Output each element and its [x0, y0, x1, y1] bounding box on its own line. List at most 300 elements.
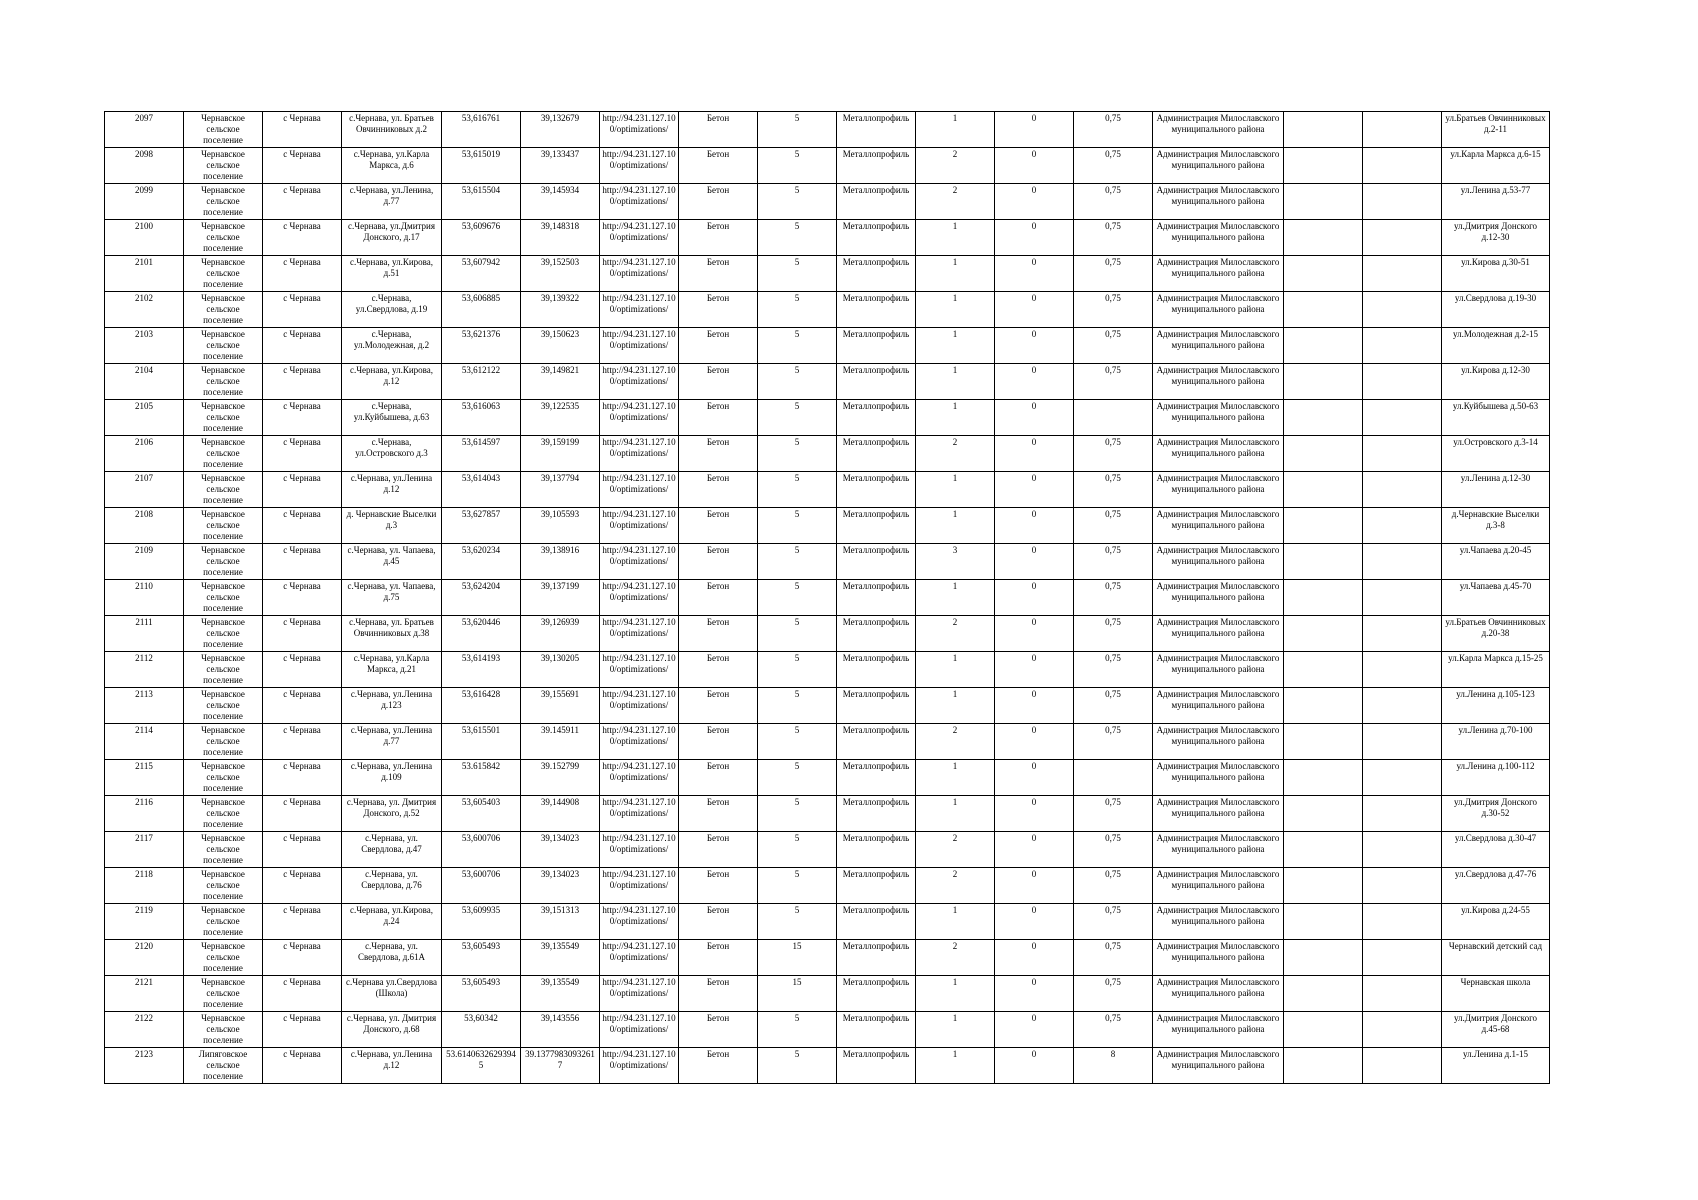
zero-count-cell: 0 — [995, 832, 1074, 868]
empty-cell — [1284, 760, 1363, 796]
village-cell: с Чернава — [263, 760, 342, 796]
address-cell: с.Чернава, ул. Свердлова, д.61А — [342, 940, 442, 976]
latitude-cell: 53.615842 — [442, 760, 521, 796]
address-cell: с.Чернава, ул.Ленина д.12 — [342, 1048, 442, 1084]
container-count-cell: 1 — [916, 688, 995, 724]
settlement-cell: Чернавское сельское поселение — [184, 184, 263, 220]
empty-cell — [1363, 796, 1442, 832]
link-cell: http://94.231.127.10 0/optimizations/ — [600, 1012, 679, 1048]
container-count-cell: 1 — [916, 580, 995, 616]
description-cell: ул.Островского д.3-14 — [1442, 436, 1550, 472]
table-row — [105, 832, 1550, 868]
settlement-cell: Чернавское сельское поселение — [184, 580, 263, 616]
volume-cell: 0,75 — [1074, 688, 1153, 724]
container-count-cell: 1 — [916, 472, 995, 508]
owner-cell: Администрация Милославского муниципального района — [1153, 544, 1284, 580]
volume-cell: 0,75 — [1074, 148, 1153, 184]
zero-count-cell: 0 — [995, 148, 1074, 184]
container-count-cell: 2 — [916, 148, 995, 184]
fence-cell: Металлопрофиль — [837, 580, 916, 616]
area-cell: 5 — [758, 544, 837, 580]
village-cell: с Чернава — [263, 1012, 342, 1048]
surface-cell: Бетон — [679, 688, 758, 724]
longitude-cell: 39,149821 — [521, 364, 600, 400]
empty-cell — [1363, 580, 1442, 616]
table-row — [105, 328, 1550, 364]
area-cell: 5 — [758, 184, 837, 220]
longitude-cell: 39,126939 — [521, 616, 600, 652]
description-cell: ул.Дмитрия Донского д.12-30 — [1442, 220, 1550, 256]
empty-cell — [1284, 256, 1363, 292]
latitude-cell: 53,616063 — [442, 400, 521, 436]
latitude-cell: 53,620234 — [442, 544, 521, 580]
village-cell: с Чернава — [263, 292, 342, 328]
id-cell: 2097 — [105, 112, 184, 148]
area-cell: 5 — [758, 580, 837, 616]
surface-cell: Бетон — [679, 256, 758, 292]
owner-cell: Администрация Милославского муниципального района — [1153, 904, 1284, 940]
container-count-cell: 1 — [916, 1048, 995, 1084]
container-count-cell: 1 — [916, 652, 995, 688]
fence-cell: Металлопрофиль — [837, 976, 916, 1012]
longitude-cell: 39,144908 — [521, 796, 600, 832]
fence-cell: Металлопрофиль — [837, 148, 916, 184]
volume-cell: 0,75 — [1074, 364, 1153, 400]
settlement-cell: Чернавское сельское поселение — [184, 796, 263, 832]
address-cell: с.Чернава, ул.Карла Маркса, д.6 — [342, 148, 442, 184]
owner-cell: Администрация Милославского муниципального района — [1153, 1012, 1284, 1048]
surface-cell: Бетон — [679, 436, 758, 472]
id-cell: 2101 — [105, 256, 184, 292]
area-cell: 15 — [758, 940, 837, 976]
surface-cell: Бетон — [679, 364, 758, 400]
description-cell: ул.Свердлова д.19-30 — [1442, 292, 1550, 328]
surface-cell: Бетон — [679, 832, 758, 868]
settlement-cell: Чернавское сельское поселение — [184, 400, 263, 436]
longitude-cell: 39,137794 — [521, 472, 600, 508]
id-cell: 2108 — [105, 508, 184, 544]
area-cell: 5 — [758, 1048, 837, 1084]
fence-cell: Металлопрофиль — [837, 184, 916, 220]
fence-cell: Металлопрофиль — [837, 616, 916, 652]
volume-cell: 0,75 — [1074, 796, 1153, 832]
surface-cell: Бетон — [679, 328, 758, 364]
fence-cell: Металлопрофиль — [837, 1012, 916, 1048]
settlement-cell: Чернавское сельское поселение — [184, 832, 263, 868]
zero-count-cell: 0 — [995, 364, 1074, 400]
settlement-cell: Чернавское сельское поселение — [184, 256, 263, 292]
empty-cell — [1284, 868, 1363, 904]
area-cell: 5 — [758, 652, 837, 688]
settlement-cell: Чернавское сельское поселение — [184, 436, 263, 472]
link-cell: http://94.231.127.10 0/optimizations/ — [600, 724, 679, 760]
address-cell: с.Чернава, ул.Ленина д.12 — [342, 472, 442, 508]
volume-cell: 0,75 — [1074, 1012, 1153, 1048]
owner-cell: Администрация Милославского муниципального района — [1153, 796, 1284, 832]
empty-cell — [1284, 436, 1363, 472]
address-cell: с.Чернава, ул.Ленина д.109 — [342, 760, 442, 796]
surface-cell: Бетон — [679, 976, 758, 1012]
latitude-cell: 53,624204 — [442, 580, 521, 616]
empty-cell — [1363, 112, 1442, 148]
address-cell: с.Чернава, ул. Чапаева, д.75 — [342, 580, 442, 616]
owner-cell: Администрация Милославского муниципального района — [1153, 868, 1284, 904]
description-cell: ул.Карла Маркса д.15-25 — [1442, 652, 1550, 688]
id-cell: 2107 — [105, 472, 184, 508]
latitude-cell: 53,615504 — [442, 184, 521, 220]
table-row — [105, 508, 1550, 544]
id-cell: 2098 — [105, 148, 184, 184]
zero-count-cell: 0 — [995, 652, 1074, 688]
longitude-cell: 39,133437 — [521, 148, 600, 184]
link-cell: http://94.231.127.10 0/optimizations/ — [600, 976, 679, 1012]
table-row — [105, 976, 1550, 1012]
table-row — [105, 220, 1550, 256]
volume-cell — [1074, 400, 1153, 436]
volume-cell: 0,75 — [1074, 724, 1153, 760]
container-count-cell: 2 — [916, 832, 995, 868]
zero-count-cell: 0 — [995, 436, 1074, 472]
longitude-cell: 39,139322 — [521, 292, 600, 328]
settlement-cell: Чернавское сельское поселение — [184, 940, 263, 976]
empty-cell — [1363, 328, 1442, 364]
link-cell: http://94.231.127.10 0/optimizations/ — [600, 580, 679, 616]
table-row — [105, 292, 1550, 328]
zero-count-cell: 0 — [995, 724, 1074, 760]
zero-count-cell: 0 — [995, 580, 1074, 616]
empty-cell — [1284, 904, 1363, 940]
volume-cell: 0,75 — [1074, 976, 1153, 1012]
zero-count-cell: 0 — [995, 256, 1074, 292]
link-cell: http://94.231.127.10 0/optimizations/ — [600, 868, 679, 904]
address-cell: с.Чернава, ул.Дмитрия Донского, д.17 — [342, 220, 442, 256]
zero-count-cell: 0 — [995, 904, 1074, 940]
area-cell: 5 — [758, 688, 837, 724]
area-cell: 5 — [758, 256, 837, 292]
latitude-cell: 53,616761 — [442, 112, 521, 148]
table-row — [105, 472, 1550, 508]
empty-cell — [1284, 364, 1363, 400]
empty-cell — [1284, 220, 1363, 256]
latitude-cell: 53,600706 — [442, 868, 521, 904]
zero-count-cell: 0 — [995, 184, 1074, 220]
latitude-cell: 53,605493 — [442, 940, 521, 976]
link-cell: http://94.231.127.10 0/optimizations/ — [600, 184, 679, 220]
fence-cell: Металлопрофиль — [837, 508, 916, 544]
empty-cell — [1363, 364, 1442, 400]
volume-cell: 0,75 — [1074, 544, 1153, 580]
fence-cell: Металлопрофиль — [837, 796, 916, 832]
id-cell: 2106 — [105, 436, 184, 472]
owner-cell: Администрация Милославского муниципального района — [1153, 580, 1284, 616]
surface-cell: Бетон — [679, 1012, 758, 1048]
link-cell: http://94.231.127.10 0/optimizations/ — [600, 400, 679, 436]
volume-cell: 0,75 — [1074, 868, 1153, 904]
settlement-cell: Чернавское сельское поселение — [184, 508, 263, 544]
owner-cell: Администрация Милославского муниципального района — [1153, 220, 1284, 256]
fence-cell: Металлопрофиль — [837, 112, 916, 148]
fence-cell: Металлопрофиль — [837, 940, 916, 976]
address-cell: с.Чернава, ул. Дмитрия Донского, д.52 — [342, 796, 442, 832]
id-cell: 2120 — [105, 940, 184, 976]
description-cell: ул.Свердлова д.30-47 — [1442, 832, 1550, 868]
table-body — [105, 112, 1550, 1084]
empty-cell — [1363, 508, 1442, 544]
latitude-cell: 53,615019 — [442, 148, 521, 184]
zero-count-cell: 0 — [995, 328, 1074, 364]
empty-cell — [1363, 760, 1442, 796]
empty-cell — [1284, 184, 1363, 220]
surface-cell: Бетон — [679, 616, 758, 652]
description-cell: ул.Ленина д.70-100 — [1442, 724, 1550, 760]
owner-cell: Администрация Милославского муниципального района — [1153, 400, 1284, 436]
id-cell: 2123 — [105, 1048, 184, 1084]
empty-cell — [1284, 652, 1363, 688]
id-cell: 2102 — [105, 292, 184, 328]
link-cell: http://94.231.127.10 0/optimizations/ — [600, 688, 679, 724]
container-count-cell: 1 — [916, 796, 995, 832]
id-cell: 2099 — [105, 184, 184, 220]
village-cell: с Чернава — [263, 148, 342, 184]
zero-count-cell: 0 — [995, 976, 1074, 1012]
table-row — [105, 364, 1550, 400]
description-cell: ул.Молодежная д.2-15 — [1442, 328, 1550, 364]
fence-cell: Металлопрофиль — [837, 544, 916, 580]
settlement-cell: Чернавское сельское поселение — [184, 724, 263, 760]
village-cell: с Чернава — [263, 256, 342, 292]
empty-cell — [1363, 436, 1442, 472]
fence-cell: Металлопрофиль — [837, 328, 916, 364]
surface-cell: Бетон — [679, 868, 758, 904]
empty-cell — [1284, 940, 1363, 976]
settlement-cell: Чернавское сельское поселение — [184, 868, 263, 904]
zero-count-cell: 0 — [995, 760, 1074, 796]
surface-cell: Бетон — [679, 1048, 758, 1084]
zero-count-cell: 0 — [995, 688, 1074, 724]
zero-count-cell: 0 — [995, 616, 1074, 652]
empty-cell — [1363, 940, 1442, 976]
volume-cell: 0,75 — [1074, 472, 1153, 508]
table-row — [105, 148, 1550, 184]
surface-cell: Бетон — [679, 148, 758, 184]
village-cell: с Чернава — [263, 868, 342, 904]
fence-cell: Металлопрофиль — [837, 832, 916, 868]
fence-cell: Металлопрофиль — [837, 904, 916, 940]
surface-cell: Бетон — [679, 904, 758, 940]
volume-cell: 8 — [1074, 1048, 1153, 1084]
description-cell: ул.Ленина д.105-123 — [1442, 688, 1550, 724]
village-cell: с Чернава — [263, 364, 342, 400]
zero-count-cell: 0 — [995, 220, 1074, 256]
link-cell: http://94.231.127.10 0/optimizations/ — [600, 220, 679, 256]
village-cell: с Чернава — [263, 616, 342, 652]
description-cell: ул.Кирова д.30-51 — [1442, 256, 1550, 292]
table-row — [105, 436, 1550, 472]
address-cell: с.Чернава, ул.Молодежная, д.2 — [342, 328, 442, 364]
description-cell: ул.Свердлова д.47-76 — [1442, 868, 1550, 904]
village-cell: с Чернава — [263, 652, 342, 688]
address-cell: д. Чернавские Выселки д.3 — [342, 508, 442, 544]
latitude-cell: 53,615501 — [442, 724, 521, 760]
zero-count-cell: 0 — [995, 508, 1074, 544]
village-cell: с Чернава — [263, 688, 342, 724]
volume-cell: 0,75 — [1074, 220, 1153, 256]
settlement-cell: Чернавское сельское поселение — [184, 1012, 263, 1048]
empty-cell — [1284, 580, 1363, 616]
surface-cell: Бетон — [679, 580, 758, 616]
container-count-cell: 1 — [916, 256, 995, 292]
id-cell: 2105 — [105, 400, 184, 436]
longitude-cell: 39,132679 — [521, 112, 600, 148]
surface-cell: Бетон — [679, 940, 758, 976]
settlement-cell: Чернавское сельское поселение — [184, 292, 263, 328]
longitude-cell: 39.1377983093261 7 — [521, 1048, 600, 1084]
description-cell: ул.Ленина д.12-30 — [1442, 472, 1550, 508]
settlement-cell: Чернавское сельское поселение — [184, 148, 263, 184]
id-cell: 2121 — [105, 976, 184, 1012]
fence-cell: Металлопрофиль — [837, 292, 916, 328]
table-row — [105, 760, 1550, 796]
area-cell: 5 — [758, 472, 837, 508]
fence-cell: Металлопрофиль — [837, 688, 916, 724]
longitude-cell: 39,159199 — [521, 436, 600, 472]
id-cell: 2110 — [105, 580, 184, 616]
id-cell: 2115 — [105, 760, 184, 796]
latitude-cell: 53,607942 — [442, 256, 521, 292]
description-cell: ул.Братьев Овчинниковых д.2-11 — [1442, 112, 1550, 148]
longitude-cell: 39,138916 — [521, 544, 600, 580]
container-count-cell: 1 — [916, 112, 995, 148]
link-cell: http://94.231.127.10 0/optimizations/ — [600, 940, 679, 976]
area-cell: 5 — [758, 220, 837, 256]
latitude-cell: 53,605493 — [442, 976, 521, 1012]
village-cell: с Чернава — [263, 1048, 342, 1084]
longitude-cell: 39,135549 — [521, 976, 600, 1012]
table-row — [105, 580, 1550, 616]
address-cell: с.Чернава, ул. Дмитрия Донского, д.68 — [342, 1012, 442, 1048]
description-cell: ул.Кирова д.24-55 — [1442, 904, 1550, 940]
registry-table — [104, 111, 1550, 1084]
volume-cell: 0,75 — [1074, 580, 1153, 616]
surface-cell: Бетон — [679, 508, 758, 544]
surface-cell: Бетон — [679, 652, 758, 688]
empty-cell — [1363, 400, 1442, 436]
table-row — [105, 940, 1550, 976]
volume-cell: 0,75 — [1074, 508, 1153, 544]
settlement-cell: Чернавское сельское поселение — [184, 544, 263, 580]
zero-count-cell: 0 — [995, 1012, 1074, 1048]
empty-cell — [1363, 832, 1442, 868]
settlement-cell: Чернавское сельское поселение — [184, 616, 263, 652]
owner-cell: Администрация Милославского муниципального района — [1153, 112, 1284, 148]
longitude-cell: 39,122535 — [521, 400, 600, 436]
id-cell: 2122 — [105, 1012, 184, 1048]
longitude-cell: 39,152503 — [521, 256, 600, 292]
link-cell: http://94.231.127.10 0/optimizations/ — [600, 652, 679, 688]
link-cell: http://94.231.127.10 0/optimizations/ — [600, 472, 679, 508]
link-cell: http://94.231.127.10 0/optimizations/ — [600, 904, 679, 940]
village-cell: с Чернава — [263, 904, 342, 940]
empty-cell — [1363, 148, 1442, 184]
id-cell: 2114 — [105, 724, 184, 760]
owner-cell: Администрация Милославского муниципального района — [1153, 292, 1284, 328]
empty-cell — [1363, 544, 1442, 580]
empty-cell — [1284, 688, 1363, 724]
longitude-cell: 39,145934 — [521, 184, 600, 220]
container-count-cell: 2 — [916, 616, 995, 652]
table-row — [105, 1048, 1550, 1084]
area-cell: 5 — [758, 328, 837, 364]
zero-count-cell: 0 — [995, 112, 1074, 148]
empty-cell — [1284, 1048, 1363, 1084]
village-cell: с Чернава — [263, 220, 342, 256]
longitude-cell: 39.145911 — [521, 724, 600, 760]
table-row — [105, 544, 1550, 580]
empty-cell — [1363, 220, 1442, 256]
empty-cell — [1284, 544, 1363, 580]
container-count-cell: 1 — [916, 1012, 995, 1048]
volume-cell: 0,75 — [1074, 652, 1153, 688]
description-cell: ул.Братьев Овчинниковых д.20-38 — [1442, 616, 1550, 652]
surface-cell: Бетон — [679, 760, 758, 796]
description-cell: Чернавская школа — [1442, 976, 1550, 1012]
description-cell: ул.Чапаева д.20-45 — [1442, 544, 1550, 580]
empty-cell — [1363, 652, 1442, 688]
owner-cell: Администрация Милославского муниципального района — [1153, 508, 1284, 544]
area-cell: 5 — [758, 904, 837, 940]
latitude-cell: 53,627857 — [442, 508, 521, 544]
description-cell: ул.Кирова д.12-30 — [1442, 364, 1550, 400]
zero-count-cell: 0 — [995, 544, 1074, 580]
settlement-cell: Чернавское сельское поселение — [184, 976, 263, 1012]
zero-count-cell: 0 — [995, 472, 1074, 508]
area-cell: 5 — [758, 868, 837, 904]
empty-cell — [1284, 832, 1363, 868]
volume-cell: 0,75 — [1074, 256, 1153, 292]
latitude-cell: 53,605403 — [442, 796, 521, 832]
village-cell: с Чернава — [263, 112, 342, 148]
longitude-cell: 39,134023 — [521, 832, 600, 868]
owner-cell: Администрация Милославского муниципального района — [1153, 184, 1284, 220]
empty-cell — [1363, 292, 1442, 328]
zero-count-cell: 0 — [995, 868, 1074, 904]
area-cell: 5 — [758, 1012, 837, 1048]
longitude-cell: 39,143556 — [521, 1012, 600, 1048]
surface-cell: Бетон — [679, 400, 758, 436]
settlement-cell: Чернавское сельское поселение — [184, 328, 263, 364]
fence-cell: Металлопрофиль — [837, 364, 916, 400]
address-cell: с.Чернава, ул. Братьев Овчинниковых д.38 — [342, 616, 442, 652]
id-cell: 2111 — [105, 616, 184, 652]
empty-cell — [1284, 508, 1363, 544]
volume-cell: 0,75 — [1074, 436, 1153, 472]
table-row — [105, 796, 1550, 832]
id-cell: 2113 — [105, 688, 184, 724]
volume-cell: 0,75 — [1074, 616, 1153, 652]
empty-cell — [1363, 616, 1442, 652]
volume-cell: 0,75 — [1074, 292, 1153, 328]
longitude-cell: 39.152799 — [521, 760, 600, 796]
address-cell: с.Чернава, ул.Ленина д.123 — [342, 688, 442, 724]
longitude-cell: 39,135549 — [521, 940, 600, 976]
fence-cell: Металлопрофиль — [837, 760, 916, 796]
longitude-cell: 39,137199 — [521, 580, 600, 616]
longitude-cell: 39,150623 — [521, 328, 600, 364]
address-cell: с.Чернава, ул.Кирова, д.51 — [342, 256, 442, 292]
fence-cell: Металлопрофиль — [837, 436, 916, 472]
link-cell: http://94.231.127.10 0/optimizations/ — [600, 616, 679, 652]
link-cell: http://94.231.127.10 0/optimizations/ — [600, 364, 679, 400]
